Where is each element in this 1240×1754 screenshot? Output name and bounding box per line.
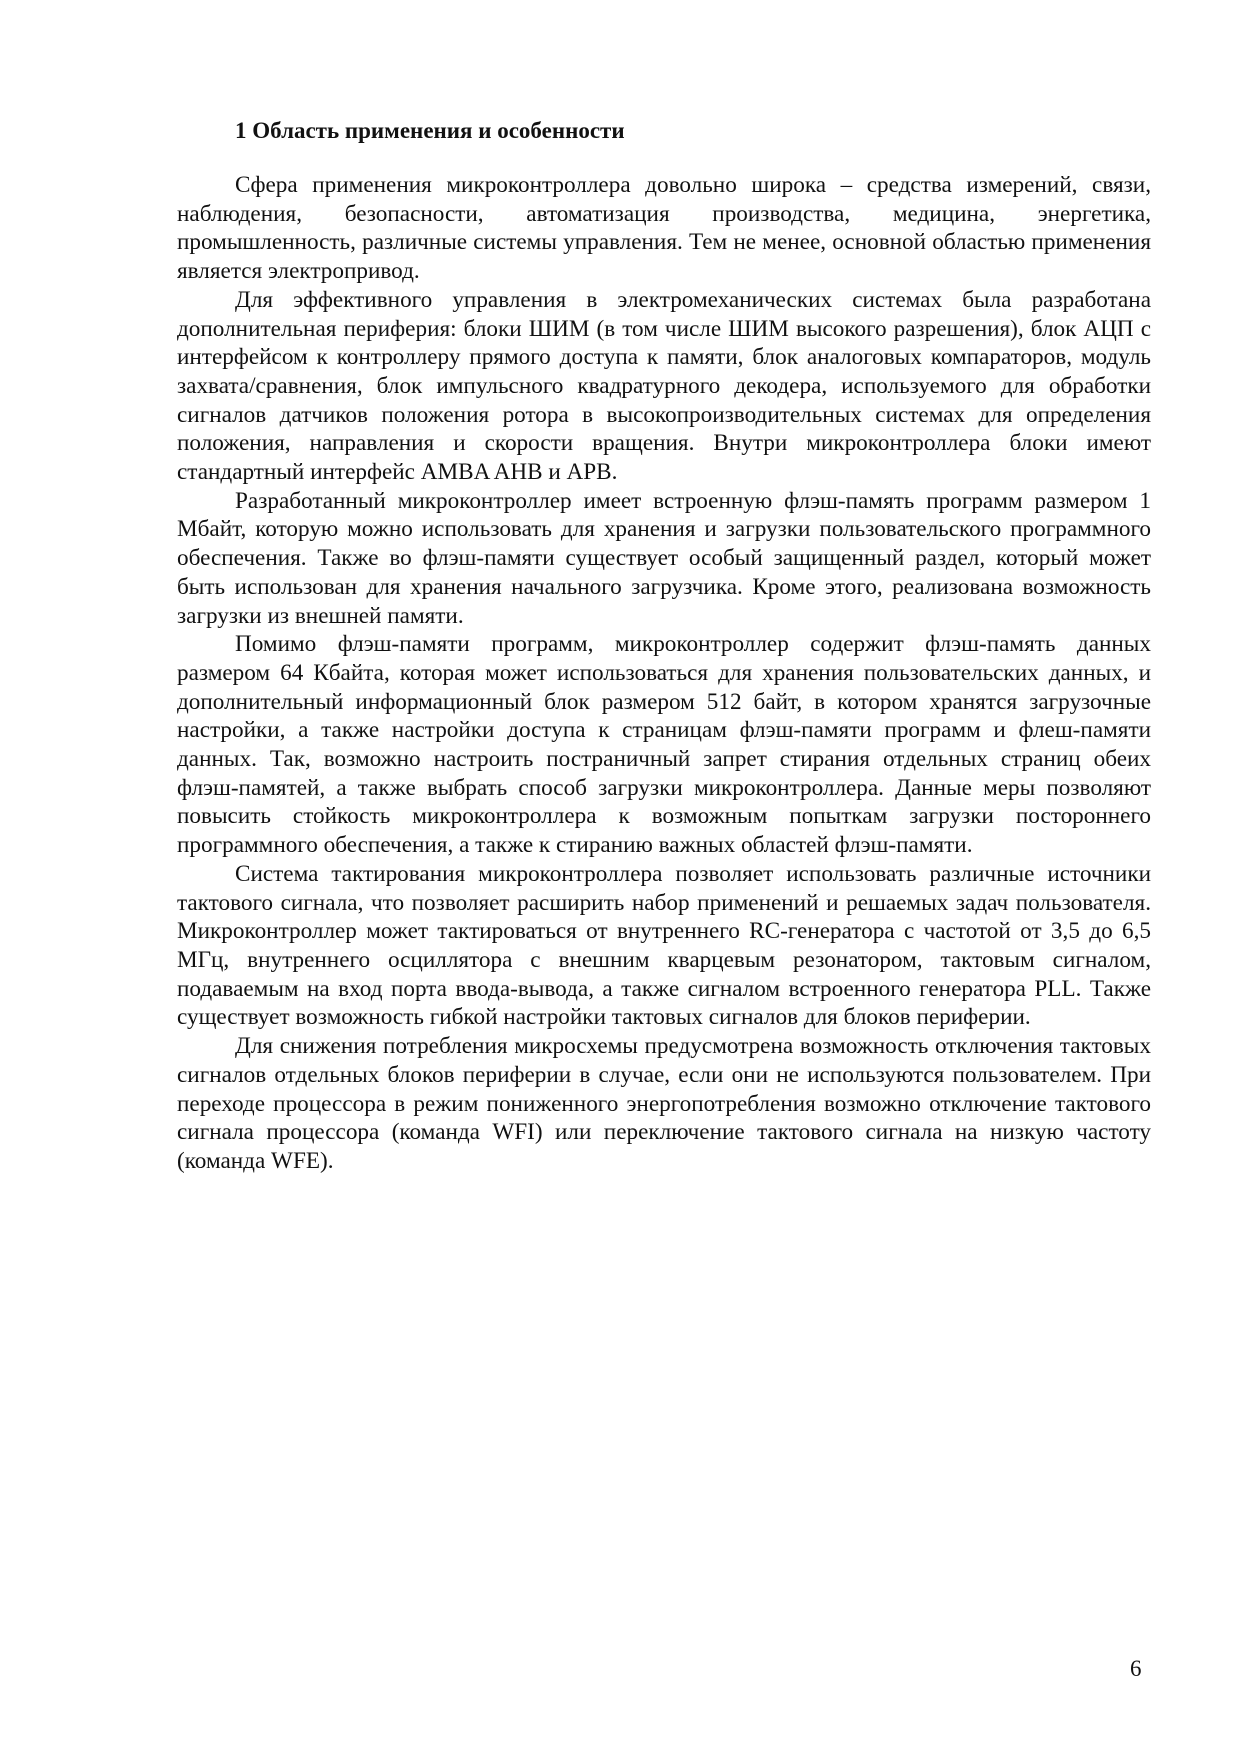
paragraph-peripherals: Для эффективного управления в электромеханических системах была разработана дополнительная периферия: блоки ШИМ (в том числе ШИМ высокого разрешения), блок АЦП с интерфейсом к контроллеру прямого доступа к памяти, блок аналоговых компараторов, модуль захвата/сравнения, блок импульсного квадратурного декодера, используемого для обработки сигналов датчиков положения ротора в высокопроизводительных системах для определения положения, направления и скорости вращения. Внутри микроконтроллера блоки имеют стандартный интерфейс AMBA AHB и APB.	[177, 286, 1151, 486]
paragraph-application-areas: Сфера применения микроконтроллера довольно широка – средства измерений, связи, наблюдения, безопасности, автоматизация производства, медицина, энергетика, промышленность, различные системы управления. Тем не менее, основной областью применения является электропривод.	[177, 172, 1151, 285]
section-heading: 1 Область применения и особенности	[235, 118, 625, 143]
paragraph-data-flash: Помимо флэш-памяти программ, микроконтроллер содержит флэш-память данных размером 64 Кбайта, которая может использоваться для хранения пользовательских данных, и дополнительный информационный блок размером 512 байт, в котором хранятся загрузочные настройки, а также настройки доступа к страницам флэш-памяти программ и флеш-памяти данных. Так, возможно настроить постраничный запрет стирания отдельных страниц обеих флэш-памятей, а также выбрать способ загрузки микроконтроллера. Данные меры позволяют повысить стойкость микроконтроллера к возможным попыткам загрузки постороннего программного обеспечения, а также к стиранию важных областей флэш-памяти.	[177, 631, 1151, 859]
paragraph-power-saving: Для снижения потребления микросхемы предусмотрена возможность отключения тактовых сигналов отдельных блоков периферии в случае, если они не используются пользователем. При переходе процессора в режим пониженного энергопотребления возможно отключение тактового сигнала процессора (команда WFI) или переключение тактового сигнала на низкую частоту (команда WFE).	[177, 1033, 1151, 1174]
section-body	[177, 171, 1151, 1176]
page-number: 6	[1130, 1656, 1142, 1681]
paragraph-program-flash: Разработанный микроконтроллер имеет встроенную флэш-память программ размером 1 Мбайт, которую можно использовать для хранения и загрузки пользовательского программного обеспечения. Также во флэш-памяти существует особый защищенный раздел, который может быть использован для хранения начального загрузчика. Кроме этого, реализована возможность загрузки из внешней памяти.	[177, 487, 1151, 629]
paragraph-clocking: Система тактирования микроконтроллера позволяет использовать различные источники тактового сигнала, что позволяет расширить набор применений и решаемых задач пользователя. Микроконтроллер может тактироваться от внутреннего RC-генератора с частотой от 3,5 до 6,5 МГц, внутреннего осциллятора с внешним кварцевым резонатором, тактовым сигналом, подаваемым на вход порта ввода-вывода, а также сигналом встроенного генератора PLL. Также существует возможность гибкой настройки тактовых сигналов для блоков периферии.	[177, 860, 1151, 1031]
